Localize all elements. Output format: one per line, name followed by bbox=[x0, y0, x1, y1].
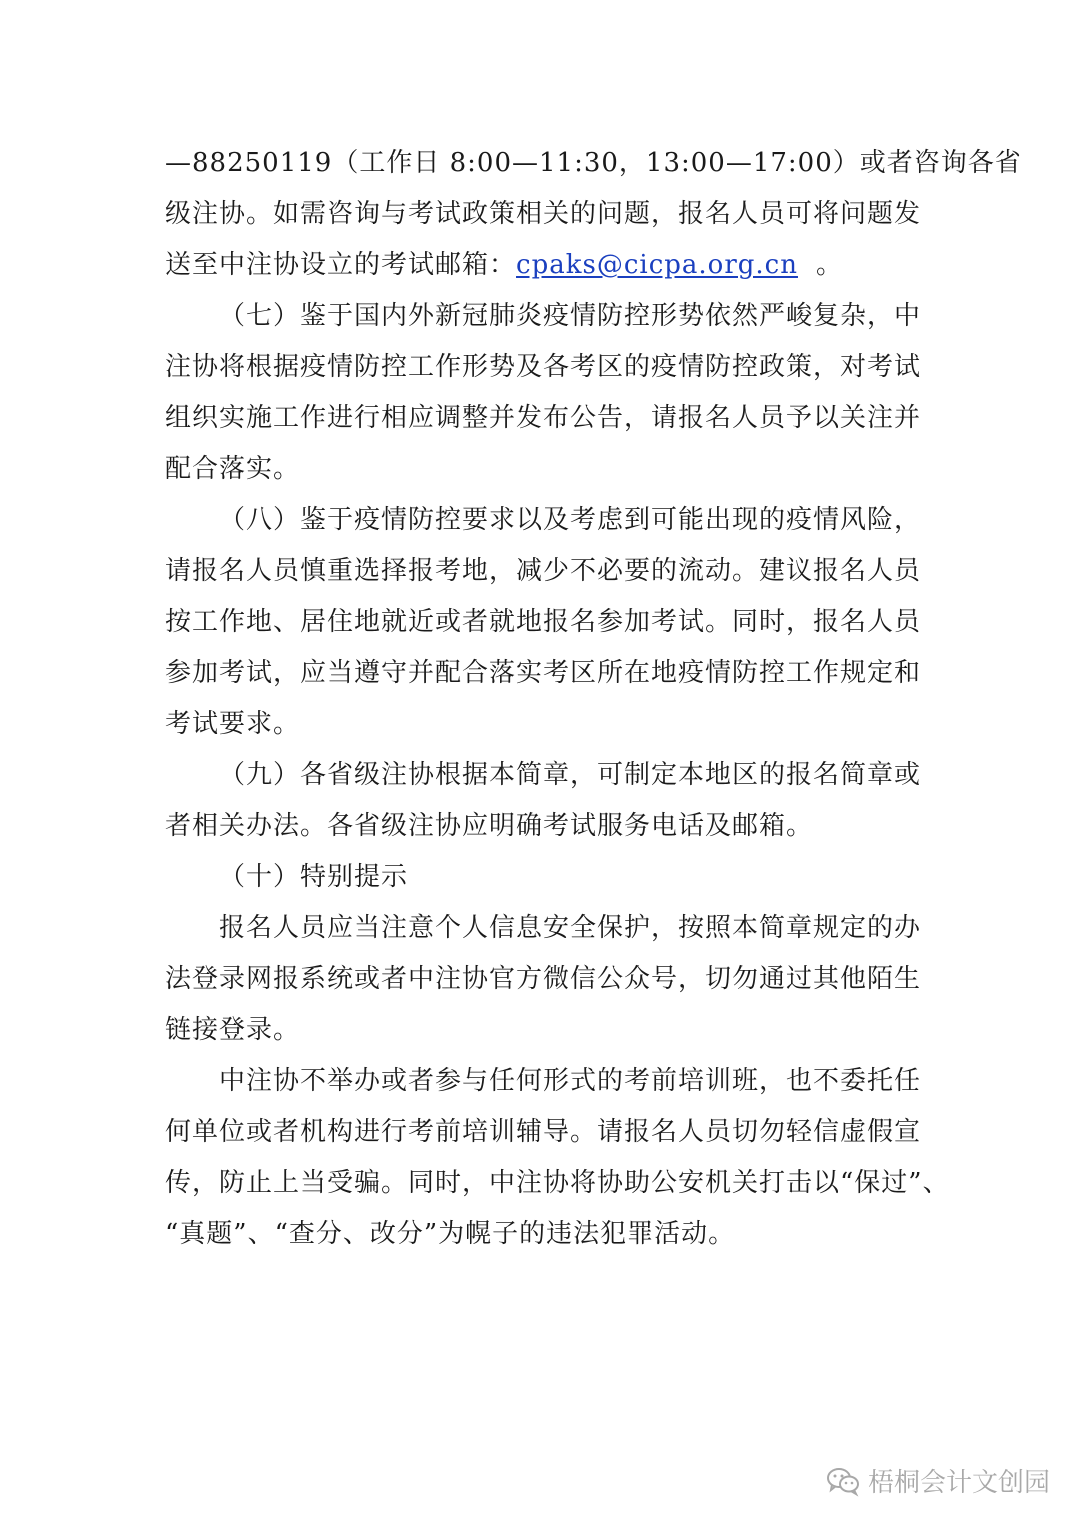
text-line: 链接登录。 bbox=[165, 1015, 301, 1045]
text-line: 法登录网报系统或者中注协官方微信公众号，切勿通过其他陌生 bbox=[165, 964, 922, 994]
text-line: （九）各省级注协根据本简章，可制定本地区的报名简章或 bbox=[219, 760, 922, 790]
wechat-icon bbox=[826, 1466, 860, 1496]
text-segment: 送至中注协设立的考试邮箱： bbox=[165, 250, 517, 280]
text-line: （八）鉴于疫情防控要求以及考虑到可能出现的疫情风险， bbox=[219, 505, 922, 535]
text-line: 按工作地、居住地就近或者就地报名参加考试。同时，报名人员 bbox=[165, 607, 922, 637]
text-segment: 。 bbox=[815, 250, 843, 280]
text-line: 传，防止上当受骗。同时，中注协将协助公安机关打击以“保过”、 bbox=[165, 1168, 950, 1198]
text-line: 何单位或者机构进行考前培训辅导。请报名人员切勿轻信虚假宣 bbox=[165, 1117, 922, 1147]
text-line: 级注协。如需咨询与考试政策相关的问题，报名人员可将问题发 bbox=[165, 199, 922, 229]
text-line: 考试要求。 bbox=[165, 709, 301, 739]
text-line: —88250119（工作日 8:00—11:30，13:00—17:00）或者咨询各省 bbox=[165, 148, 1022, 178]
text-line: 报名人员应当注意个人信息安全保护，按照本简章规定的办 bbox=[219, 913, 922, 943]
text-line: 者相关办法。各省级注协应明确考试服务电话及邮箱。 bbox=[165, 811, 814, 841]
text-line: 中注协不举办或者参与任何形式的考前培训班，也不委托任 bbox=[219, 1066, 922, 1096]
text-line: 参加考试，应当遵守并配合落实考区所在地疫情防控工作规定和 bbox=[165, 658, 922, 688]
text-line: （七）鉴于国内外新冠肺炎疫情防控形势依然严峻复杂，中 bbox=[219, 301, 922, 331]
section-heading: （十）特别提示 bbox=[219, 862, 409, 892]
document-body bbox=[165, 138, 1022, 1260]
watermark-text: 梧桐会计文创园 bbox=[867, 1468, 1050, 1498]
watermark bbox=[826, 1462, 1050, 1499]
text-line: 配合落实。 bbox=[165, 454, 301, 484]
email-link[interactable]: cpaks@cicpa.org.cn bbox=[516, 250, 798, 280]
text-line: 请报名人员慎重选择报考地，减少不必要的流动。建议报名人员 bbox=[165, 556, 922, 586]
text-line: “真题”、“查分、改分”为幌子的违法犯罪活动。 bbox=[165, 1219, 736, 1249]
text-line: 组织实施工作进行相应调整并发布公告，请报名人员予以关注并 bbox=[165, 403, 922, 433]
text-line: 注协将根据疫情防控工作形势及各考区的疫情防控政策，对考试 bbox=[165, 352, 922, 382]
text-line-email bbox=[165, 240, 915, 291]
